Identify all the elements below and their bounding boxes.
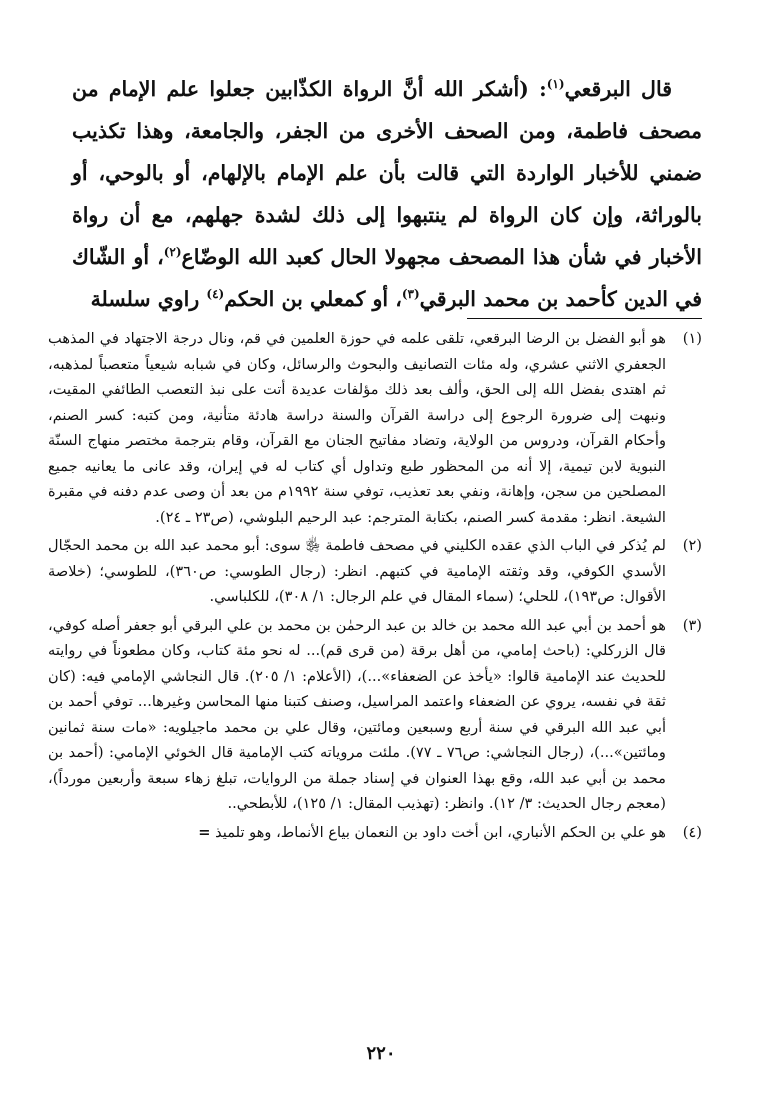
continuation-mark: =	[198, 823, 211, 841]
text-run: راوي سلسلة	[90, 287, 207, 311]
text-run: ، أو كمعلي بن الحكم	[224, 287, 402, 311]
footnote-text: لم يُذكر في الباب الذي عقده الكليني في مصحف فاطمة ﵂ سوى: أبو محمد عبد الله بن محمد الحجّال الأسدي الكوفي، وقد وثقته الإمامية في كتبهم. انظر: (رجال الطوسي: ص٣٦٠)، للطوسي؛ (خلاصة الأقوال: ص١٩٣)، للحلي؛ (سماء المقال في علم الرجال: ١/ ٣٠٨)، للكلباسي.	[48, 537, 666, 605]
footnote-1	[48, 326, 702, 530]
footnote-ref-3[interactable]: (٣)	[401, 287, 420, 302]
footnote-text	[48, 820, 666, 846]
footnote-number: (٤)	[682, 823, 702, 841]
footnote-3	[48, 613, 702, 817]
footnote-ref-1[interactable]: (١)	[546, 77, 565, 92]
footnote-ref-2[interactable]: (٢)	[163, 245, 182, 260]
footnote-ref-4[interactable]: (٤)	[206, 287, 225, 302]
footnote-text-run: هو علي بن الحكم الأنباري، ابن أخت داود بن النعمان بياع الأنماط، وهو تلميذ	[215, 823, 666, 841]
page-number: ٢٢٠	[366, 1043, 396, 1064]
text-run: : (أشكر الله أنَّ الرواة الكذّابين جعلوا علم الإمام من مصحف فاطمة، ومن الصحف الأخرى من الجفر، والجامعة، وهذا تكذيب ضمني للأخبار الواردة التي قالت بأن علم الإمام بالإلهام، أو بالوحي، أو بالوراثة، وإن كان الرواة لم ينتبهوا إلى ذلك لشدة جهلهم، مع أن رواة الأخبار في شأن هذا المصحف مجهولا الحال كعبد الله الوضّاع	[72, 77, 702, 269]
text-run: قال البرقعي	[564, 77, 672, 101]
text-run: ، أو الشّاك في الدين كأحمد بن محمد البرقي	[72, 245, 702, 311]
footnote-number: (٣)	[682, 616, 702, 634]
main-paragraph	[72, 68, 702, 320]
footnote-number: (٢)	[682, 537, 702, 554]
footnote-4	[48, 820, 702, 846]
footnotes	[48, 326, 702, 848]
footnote-number: (١)	[682, 330, 702, 347]
footnote-text: هو أحمد بن أبي عبد الله محمد بن خالد بن عبد الرحمٰن بن محمد بن علي البرقي أبو جعفر أصله كوفي، قال الزركلي: (باحث إمامي، من أهل برقة (من قرى قم)... له نحو مئة كتاب، وكان مطعوناً في روايته للحديث عند الإمامية قالوا: «يأخذ عن الضعفاء»...)، (الأعلام: ١/ ٢٠٥). قال النجاشي الإمامي فيه: (كان ثقة في نفسه، يروي عن الضعفاء واعتمد المراسيل، وصنف كتبنا منها المحاسن وغيرها... توفي أحمد بن أبي عبد الله البرقي في سنة أربع وسبعين ومائتين، وقال علي بن محمد ماجيلويه: «مات سنة ثمانين ومائتين»...)، (رجال النجاشي: ص٧٦ ـ ٧٧). ملئت مروياته كتب الإمامية قال الخوئي الإمامي: (أحمد بن محمد بن أبي عبد الله، وقع بهذا العنوان في إسناد جملة من الروايات، تبلغ زهاء سبعة وأربعين مورداً)، (معجم رجال الحديث: ٣/ ١٢). وانظر: (تهذيب المقال: ١/ ١٢٥)، للأبطحي..	[48, 616, 666, 812]
footnote-2	[48, 533, 702, 610]
footnote-text: هو أبو الفضل بن الرضا البرقعي، تلقى علمه في حوزة العلمين في قم، ونال درجة الاجتهاد في المذهب الجعفري الاثني عشري، وله مئات التصانيف والبحوث والرسائل، وكان في شبابه شيعياً متعصباً لمذهبه، ثم اهتدى بفضل الله إلى الحق، وألف بعد ذلك مؤلفات عديدة أتت على نبذ التعصب الطائفي المقيت، ونبهت إلى ضرورة الرجوع إلى دراسة القرآن والسنة دراسة هادئة متأنية، ومن كتبه: كسر الصنم، وأحكام القرآن، ودروس من الولاية، وتضاد مفاتيح الجنان مع القرآن، وقام بترجمة مختصر منهاج السنّة النبوية لابن تيمية، إلا أنه من المحظور طبع وتداول أي كتاب له في إيران، وقد عانى ما يعانيه جميع المصلحين من سجن، وإهانة، ونفي بعد تعذيب، توفي سنة ١٩٩٢م من بعد أن وصى عدم دفنه في مقبرة الشيعة. انظر: مقدمة كسر الصنم، بكتابة المترجم: عبد الرحيم البلوشي، (ص٢٣ ـ ٢٤).	[48, 330, 667, 526]
footnote-separator	[467, 318, 702, 319]
main-text	[72, 68, 702, 320]
